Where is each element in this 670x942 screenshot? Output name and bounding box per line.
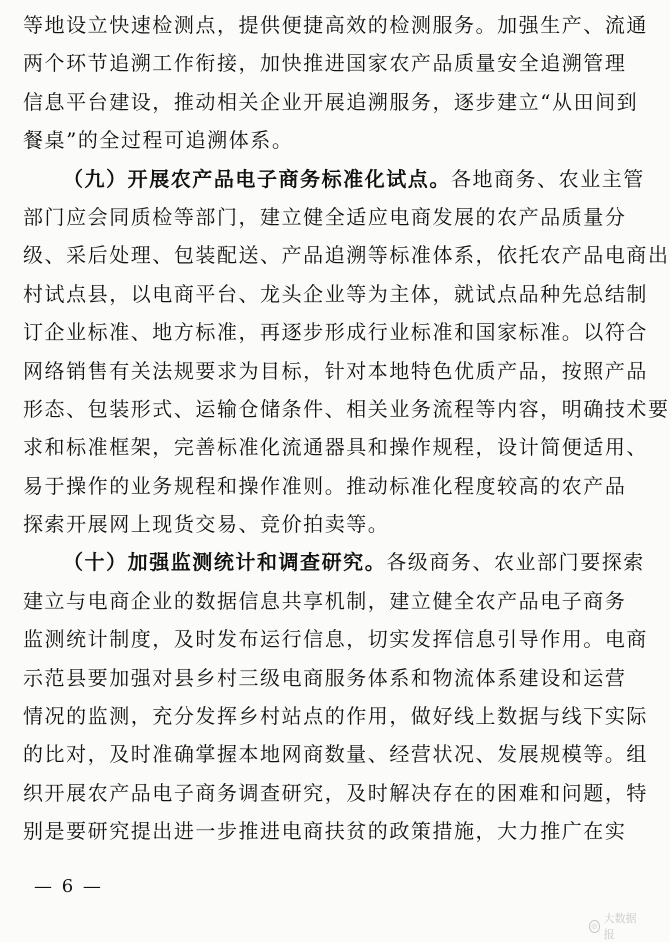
paragraph-2-first-line [23,160,645,198]
section-10-heading: （十）加强监测统计和调查研究。 [63,550,387,575]
watermark [589,910,638,942]
paragraph-2-line-10: 探索开展网上现货交易、竞价拍卖等。 [23,512,390,537]
watermark-logo-icon: ◎ [589,920,600,933]
paragraph-3-line-4: 示范县要加强对县乡村三级电商服务体系和物流体系建设和运营 [23,665,627,690]
paragraph-2-line-2: 部门应会同质检等部门，建立健全适应电商发展的农产品质量分 [23,204,627,229]
paragraph-2-line-5: 订企业标准、地方标准，再逐步形成行业标准和国家标准。以符合 [23,320,648,345]
paragraph-1-line-1: 等地设立快速检测点，提供便捷高效的检测服务。加强生产、流通 [23,13,648,37]
paragraph-3-line-6: 的比对，及时准确掌握本地网商数量、经营状况、发展规模等。组 [23,742,648,767]
paragraph-3-first-line [23,543,645,581]
paragraph-3-first-line-text: 各级商务、农业部门要探索 [386,550,645,575]
paragraph-2-first-line-text: 各地商务、农业主管 [450,166,645,191]
watermark-text: 大数据报 [603,912,637,941]
paragraph-1-line-2: 两个环节追溯工作衔接，加快推进国家农产品质量安全追溯管理 [23,51,627,76]
paragraph-2-line-4: 村试点县，以电商平台、龙头企业等为主体，就试点品种先总结制 [23,281,648,306]
page-number: — 6 — [34,876,103,897]
paragraph-2-line-6: 网络销售有关法规要求为目标，针对本地特色优质产品，按照产品 [23,358,648,383]
paragraph-2-line-8: 求和标准框架，完善标准化流通器具和操作规程，设计简便适用、 [23,435,648,460]
paragraph-2-line-3: 级、采后处理、包装配送、产品追溯等标准体系，依托农产品电商出 [23,243,670,268]
paragraph-3-line-8: 别是要研究提出进一步推进电商扶贫的政策措施，大力推广在实 [23,819,627,844]
paragraph-3-line-2: 建立与电商企业的数据信息共享机制，建立健全农产品电子商务 [23,588,627,613]
paragraph-2-line-7: 形态、包装形式、运输仓储条件、相关业务流程等内容，明确技术要 [23,396,670,421]
paragraph-3-line-7: 织开展农产品电子商务调查研究，及时解决存在的困难和问题，特 [23,780,648,805]
paragraph-1-line-4: 餐桌”的全过程可追溯体系。 [23,128,294,153]
paragraph-2-line-9: 易于操作的业务规程和操作准则。推动标准化程度较高的农产品 [23,473,627,498]
paragraph-3-line-3: 监测统计制度，及时发布运行信息，切实发挥信息引导作用。电商 [23,627,648,652]
paragraph-3-line-5: 情况的监测，充分发挥乡村站点的作用，做好线上数据与线下实际 [23,704,648,729]
paragraph-1-line-3: 信息平台建设，推动相关企业开展追溯服务，逐步建立“从田间到 [23,89,639,114]
document-body [23,6,670,851]
section-9-heading: （九）开展农产品电子商务标准化试点。 [63,166,451,191]
